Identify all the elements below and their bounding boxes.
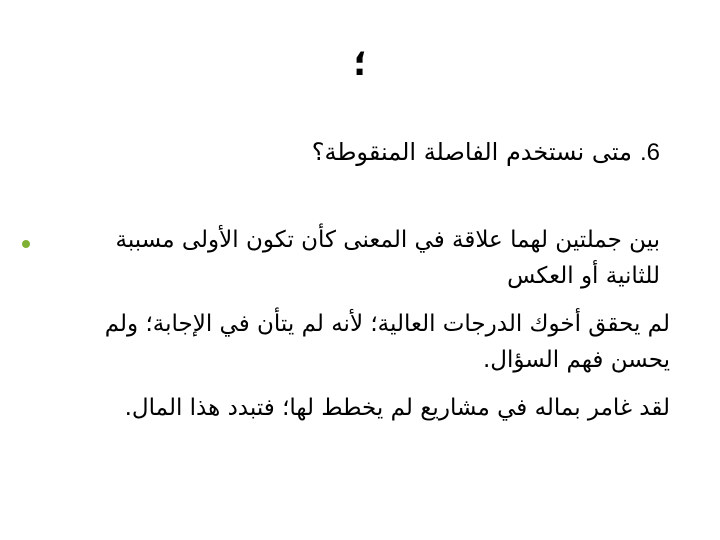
bullet-dot-icon [22,240,30,248]
question-number: 6. [639,139,660,166]
example-1-line-1: لم يحقق أخوك الدرجات العالية؛ لأنه لم يتأن في الإجابة؛ ولم [104,311,670,337]
example-1 [40,306,670,378]
semicolon-symbol: ؛ [353,44,367,84]
definition-line-1: بين جملتين لهما علاقة في المعنى كأن تكون الأولى مسببة [115,227,660,253]
question-heading [60,132,660,173]
example-2 [40,390,670,426]
example-2-line-1: لقد غامر بماله في مشاريع لم يخطط لها؛ فتبدد هذا المال. [124,395,670,421]
question-text: متى نستخدم الفاصلة المنقوطة؟ [311,138,632,166]
definition-text [40,222,660,294]
example-1-line-2: يحسن فهم السؤال. [482,347,670,373]
definition-line-2: للثانية أو العكس [507,263,660,289]
